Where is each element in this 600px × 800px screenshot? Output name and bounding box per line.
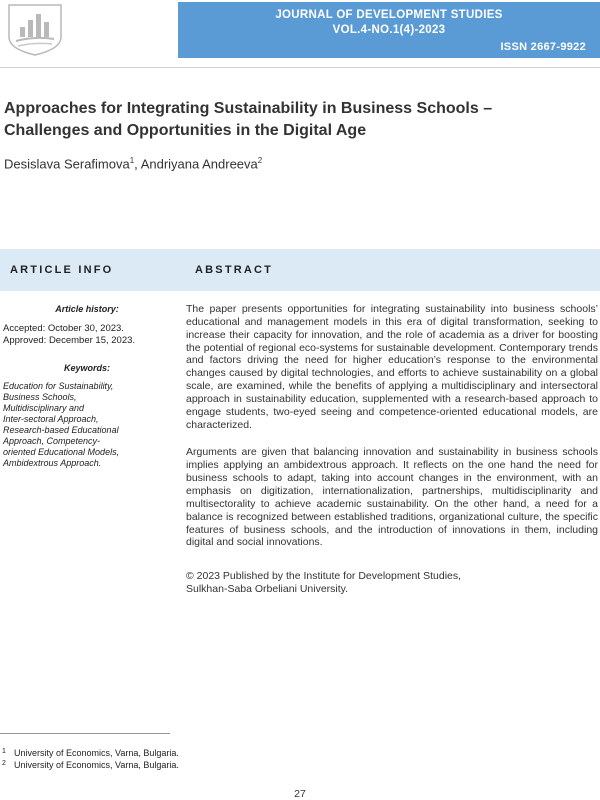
footnote-1-number: 1 xyxy=(2,748,6,755)
page-number: 27 xyxy=(294,788,306,800)
journal-volume: VOL.4-NO.1(4)-2023 xyxy=(332,24,446,36)
keyword-line: oriented Educational Models, xyxy=(3,447,120,457)
keyword-line: Education for Sustainability, xyxy=(3,381,114,391)
keyword-line: Inter-sectoral Approach, xyxy=(3,414,99,424)
footnote-2 xyxy=(2,760,179,770)
header-divider xyxy=(0,67,600,68)
abstract-paragraph-1: The paper presents opportunities for integrating sustainability into business schools’ educational and management models in this era of digital transformation, seeking to increase their capacity for innovation, and the role of academia as a driver for boosting the potential of regional eco-systems for sustainable development. Contemporary trends and factors driving the need for higher education’s response to the environmental changes caused by digital technologies, and efforts to achieve sustainability on a global scale, are examined, while the benefits of applying a multidisciplinary and intersectoral approach in sustainability education, supplemented with a research-based approach to engage students, two-eyed seeing and competence-oriented educational models, are characterized. xyxy=(186,303,598,431)
article-info-panel xyxy=(2,300,172,469)
accepted-date: Accepted: October 30, 2023. xyxy=(3,323,124,334)
author-separator: , xyxy=(134,156,141,172)
keyword-line: Ambidextrous Approach. xyxy=(3,458,102,468)
article-history-label: Article history: xyxy=(55,304,119,314)
footnote-2-text: University of Economics, Varna, Bulgaria. xyxy=(14,760,179,770)
journal-header-band xyxy=(178,2,600,58)
abstract-heading: ABSTRACT xyxy=(195,264,274,276)
article-title-line-1: Approaches for Integrating Sustainability in Business Schools – xyxy=(4,100,493,117)
footnote-1-text: University of Economics, Varna, Bulgaria. xyxy=(14,748,179,758)
approved-date: Approved: December 15, 2023. xyxy=(3,335,136,346)
keyword-line: Multidisciplinary and xyxy=(3,403,85,413)
article-info-heading: ARTICLE INFO xyxy=(10,264,114,276)
journal-name: JOURNAL OF DEVELOPMENT STUDIES xyxy=(275,9,503,21)
keywords-label: Keywords: xyxy=(63,363,110,373)
abstract-paragraph-2: Arguments are given that balancing innovation and sustainability in business schools implies applying an ambidextrous approach. It reflects on the one hand the need for business schools to adapt, taking into account changes in the environment, with an emphasis on digitization, internationalization, partnerships, multidisciplinarity and multisectorality to achieve academic sustainability. On the other hand, a need for a balance is recognized between established traditions, organizational culture, the specific features of business schools, and the introduction of innovations in them, including digital and social innovations. xyxy=(186,446,598,549)
keyword-line: Approach, Competency- xyxy=(3,436,101,446)
journal-logo xyxy=(4,3,66,57)
copyright-line-1: © 2023 Published by the Institute for Development Studies, xyxy=(186,570,462,583)
author-2: Andriyana Andreeva xyxy=(140,156,258,172)
bar-chart-logo-icon xyxy=(4,3,66,57)
copyright-line-2: Sulkhan-Saba Orbeliani University. xyxy=(186,583,349,596)
section-header-band xyxy=(0,249,600,291)
article-title xyxy=(4,98,594,142)
footnote-2-number: 2 xyxy=(2,760,6,767)
article-title-line-2: Challenges and Opportunities in the Digital Age xyxy=(4,122,367,139)
article-authors xyxy=(4,156,594,171)
footnote-1 xyxy=(2,748,179,758)
author-1-affiliation-mark: 1 xyxy=(129,156,135,165)
keyword-line: Business Schools, xyxy=(3,392,77,402)
journal-issn: ISSN 2667-9922 xyxy=(500,41,586,53)
author-1: Desislava Serafimova xyxy=(4,156,130,172)
abstract-body xyxy=(186,303,598,596)
author-2-affiliation-mark: 2 xyxy=(257,156,263,165)
footnote-divider xyxy=(0,733,170,734)
keyword-line: Research-based Educational xyxy=(3,425,119,435)
